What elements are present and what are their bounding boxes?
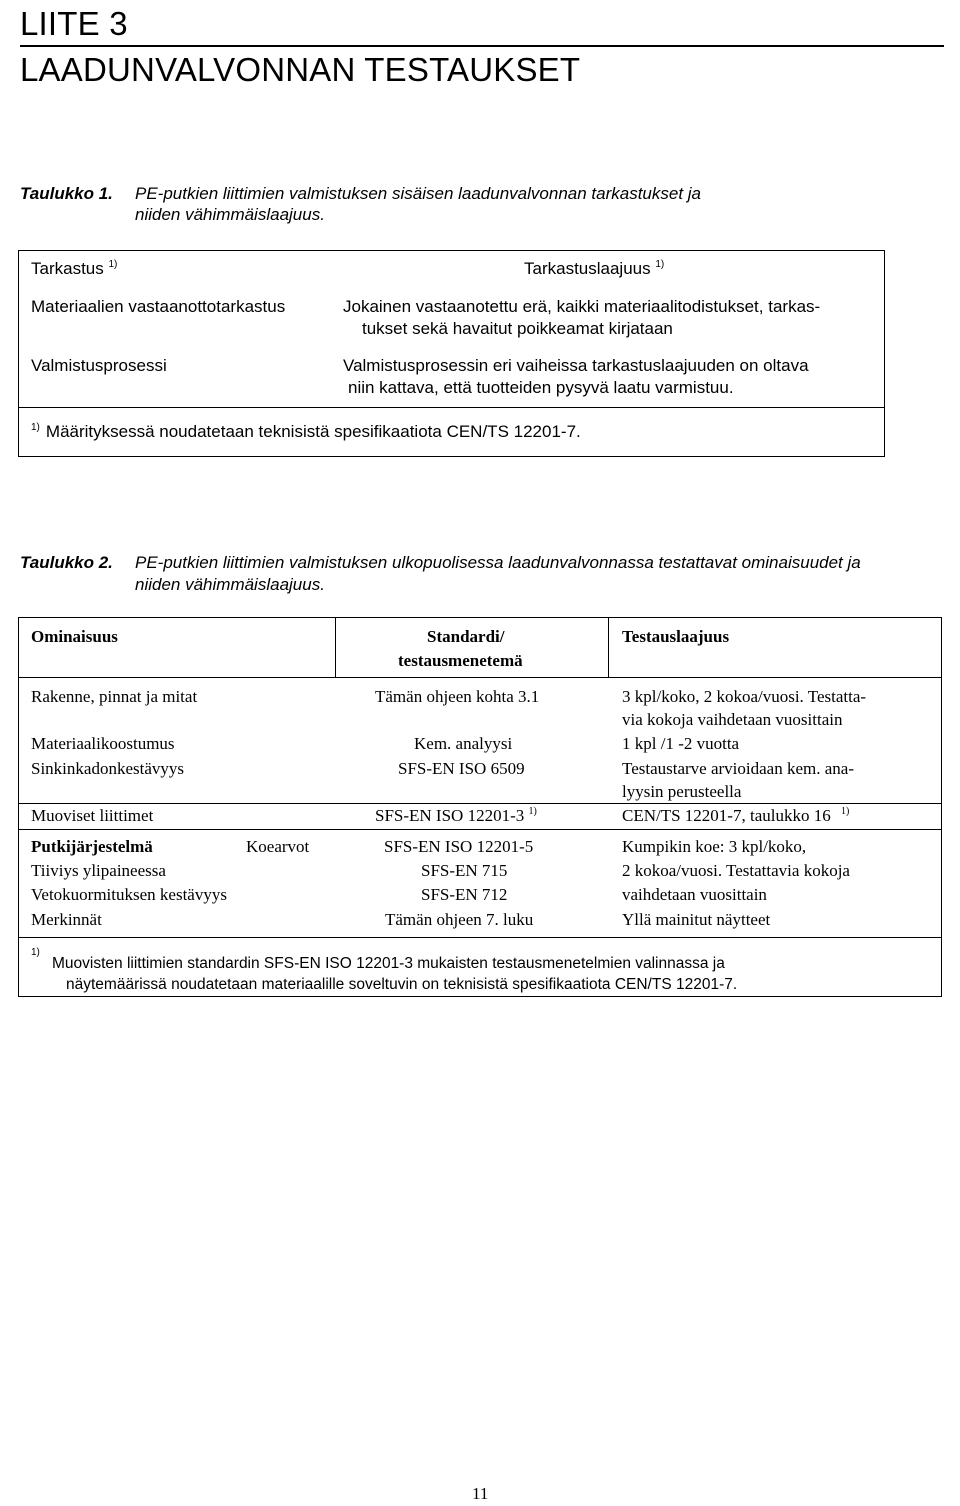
page-title: LAADUNVALVONNAN TESTAUKSET — [20, 51, 581, 88]
heading-rule — [20, 45, 944, 47]
table2-row-tensile-property: Vetokuormituksen kestävyys — [31, 885, 227, 904]
table2-row-material-property: Materiaalikoostumus — [31, 734, 175, 753]
table1-footnote: $^{1)}$ Määrityksessä noudatetaan teknisistä spesifikaatiota CEN/TS 12201-7. — [31, 422, 581, 441]
table2-row-dezinc-property: Sinkinkadonkestävyys — [31, 759, 184, 778]
table2-row-markings-property: Merkinnät — [31, 910, 102, 929]
table2-header-divider-2 — [608, 617, 609, 677]
table2-caption-line1: PE-putkien liittimien valmistuksen ulkopuolisessa laadunvalvonnassa testattavat ominaisuudet ja — [135, 553, 861, 572]
table2-row-pipe-system-scope: Kumpikin koe: 3 kpl/koko, — [622, 837, 807, 856]
table1-caption-line1: PE-putkien liittimien valmistuksen sisäisen laadunvalvonnan tarkastukset ja — [135, 184, 702, 203]
table1-caption-number: Taulukko 1. — [20, 184, 113, 203]
table2-row-structure-standard: Tämän ohjeen kohta 3.1 — [375, 687, 540, 706]
page-number: 11 — [472, 1484, 489, 1503]
table2-row-tensile-scope: vaihdetaan vuosittain — [622, 885, 767, 904]
table2-row-dezinc-standard: SFS-EN ISO 6509 — [398, 759, 525, 778]
table2-row-material-scope: 1 kpl /1 -2 vuotta — [622, 734, 740, 753]
table2-row-structure-property: Rakenne, pinnat ja mitat — [31, 687, 198, 706]
table2-caption-number: Taulukko 2. — [20, 553, 113, 572]
table1-footnote-divider — [18, 407, 885, 408]
table2-row-structure-scope-line1: 3 kpl/koko, 2 kokoa/vuosi. Testatta- — [622, 687, 867, 706]
table2-row-tensile-standard: SFS-EN 712 — [421, 885, 508, 904]
table1-row2-text-line1: Valmistusprosessin eri vaiheissa tarkastuslaajuuden on oltava — [343, 356, 809, 375]
table1-header-scope: Tarkastuslaajuus $^{1)}$ — [524, 259, 665, 278]
table2-row-tightness-scope: 2 kokoa/vuosi. Testattavia kokoja — [622, 861, 850, 880]
table2-row-tightness-property: Tiiviys ylipaineessa — [31, 861, 166, 880]
table1-row1-text-line2: tukset sekä havaitut poikkeamat kirjataan — [362, 319, 673, 338]
table1-row2-text-line2: niin kattava, että tuotteiden pysyvä laatu varmistuu. — [348, 378, 734, 397]
table2-row-dezinc-scope-line1: Testaustarve arvioidaan kem. ana- — [622, 759, 854, 778]
table2-footnote-line2: näytemäärissä noudatetaan materiaalille soveltuvin on teknisistä spesifikaatiota CEN/TS 12201-7. — [66, 976, 738, 993]
table1-row1-text-line1: Jokainen vastaanotettu erä, kaikki materiaalitodistukset, tarkas- — [343, 297, 821, 316]
appendix-label: LIITE 3 — [20, 5, 128, 42]
table2-header-bottom — [18, 677, 942, 678]
table2-row-pipe-system-subheading: Koearvot — [246, 837, 310, 856]
table2-row-tightness-standard: SFS-EN 715 — [421, 861, 508, 880]
table2-header-standard-line2: testausmenetemä — [398, 651, 523, 670]
table2-caption-line2: niiden vähimmäislaajuus. — [135, 575, 325, 594]
table1-caption-line2: niiden vähimmäislaajuus. — [135, 205, 325, 224]
table1-row1-label: Materiaalien vastaanottotarkastus — [31, 297, 286, 316]
table2-row-structure-scope-line2: via kokoja vaihdetaan vuosittain — [622, 710, 843, 729]
table2-row-pipe-system-property: Putkijärjestelmä — [31, 837, 153, 856]
table2-row-plastic-scope: CEN/TS 12201-7, taulukko 16 $^{1)}$ — [622, 806, 850, 825]
table2-row-plastic-property: Muoviset liittimet — [31, 806, 154, 825]
table2-row-markings-standard: Tämän ohjeen 7. luku — [385, 910, 534, 929]
table2-footnote-mark: 1) — [31, 947, 40, 958]
table2-divider-muoviset-top — [18, 803, 942, 804]
table2-header-scope: Testauslaajuus — [622, 627, 730, 646]
table2-row-dezinc-scope-line2: lyysin perusteella — [622, 782, 742, 801]
table2-row-material-standard: Kem. analyysi — [414, 734, 513, 753]
table2-row-markings-scope: Yllä mainitut näytteet — [622, 910, 771, 929]
table2-footnote-divider — [18, 937, 942, 938]
table2-header-divider-1 — [335, 617, 336, 677]
table2-header-standard-line1: Standardi/ — [427, 627, 505, 646]
table2-row-pipe-system-standard: SFS-EN ISO 12201-5 — [384, 837, 534, 856]
table1-header-inspection: Tarkastus $^{1)}$ — [31, 259, 118, 278]
table2-divider-muoviset-bottom — [18, 829, 942, 830]
table1-row2-label: Valmistusprosessi — [31, 356, 167, 375]
table2-footnote-line1: Muovisten liittimien standardin SFS-EN ISO 12201-3 mukaisten testausmenetelmien valinnassa ja — [52, 955, 725, 972]
table2-header-property: Ominaisuus — [31, 627, 118, 646]
table2-row-plastic-standard: SFS-EN ISO 12201-3 $^{1)}$ — [375, 806, 537, 825]
